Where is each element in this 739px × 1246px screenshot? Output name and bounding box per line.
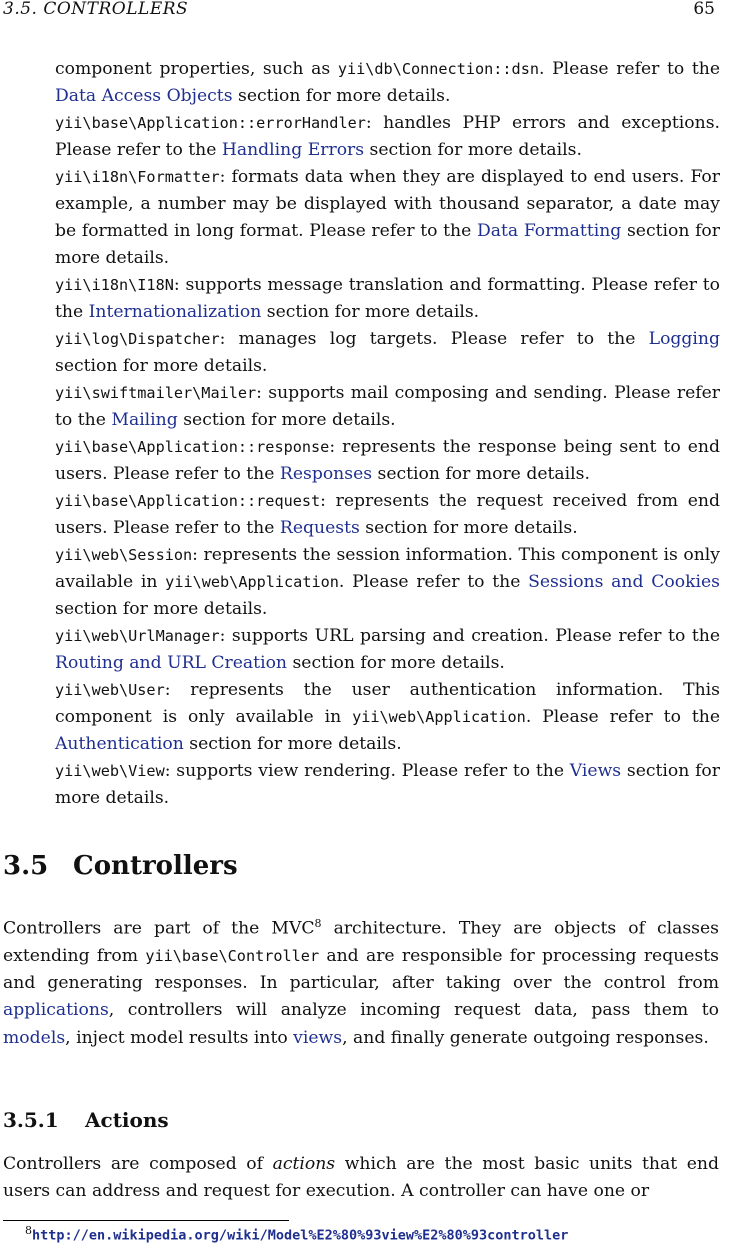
component-entry: yii\web\UrlManager: supports URL parsing and creation. Please refer to the Routing and URL Creation section for more details. bbox=[55, 626, 720, 673]
component-entry: yii\log\Dispatcher: manages log targets. Please refer to the Logging section for more details. bbox=[55, 329, 720, 376]
running-header bbox=[0, 0, 739, 22]
component-entry: yii\web\View: supports view rendering. Please refer to the Views section for more details. bbox=[55, 761, 720, 808]
component-code: yii\log\Dispatcher bbox=[55, 330, 220, 348]
link-routing-and-url-creation[interactable]: Routing and URL Creation bbox=[55, 653, 287, 673]
link-authentication[interactable]: Authentication bbox=[55, 734, 184, 754]
component-entry: yii\web\Session: represents the session information. This component is only available in yii\web\Application. Please refer to the Sessions and Cookies section for more details. bbox=[55, 545, 720, 619]
footnote bbox=[25, 1224, 568, 1243]
link-views[interactable]: Views bbox=[569, 761, 622, 781]
component-code: yii\web\View bbox=[55, 762, 165, 780]
component-code: yii\base\Application::errorHandler bbox=[55, 114, 366, 132]
component-code: yii\web\User bbox=[55, 681, 165, 699]
subsection-number: 3.5.1 bbox=[3, 1108, 59, 1132]
component-code: yii\web\Session bbox=[55, 546, 193, 564]
component-entry: yii\web\User: represents the user authentication information. This component is only available in yii\web\Application. Please refer to the Authentication section for more details. bbox=[55, 680, 720, 754]
link-applications[interactable]: applications bbox=[3, 1000, 109, 1021]
section-heading bbox=[3, 851, 238, 881]
subsection-title: Actions bbox=[85, 1108, 169, 1132]
intro-paragraph: Controllers are part of the MVC$^8$ architecture. They are objects of classes extending from yii\base\Controller and are responsible for processing requests and generating responses. In particular, after taking over the control from applications, controllers will analyze incoming request data, pass them to models, inject model results into views, and finally generate outgoing responses. bbox=[3, 917, 719, 1048]
link-models[interactable]: models bbox=[3, 1027, 66, 1048]
inline-code: yii\db\Connection::dsn bbox=[337, 60, 539, 78]
component-entry: yii\base\Application::errorHandler: handles PHP errors and exceptions. Please refer to the Handling Errors section for more details. bbox=[55, 113, 720, 160]
component-entry: yii\base\Application::response: represents the response being sent to end users. Please refer to the Responses section for more details. bbox=[55, 437, 720, 484]
link-views[interactable]: views bbox=[293, 1027, 343, 1048]
component-code: yii\web\UrlManager bbox=[55, 627, 220, 645]
emphasis-actions: actions bbox=[272, 1154, 336, 1174]
footnote-url-link[interactable]: http://en.wikipedia.org/wiki/Model%E2%80%93view%E2%80%93controller bbox=[32, 1227, 569, 1244]
link-requests[interactable]: Requests bbox=[279, 518, 360, 538]
page-number: 65 bbox=[693, 0, 715, 19]
footnote-rule bbox=[3, 1220, 289, 1221]
link-mailing[interactable]: Mailing bbox=[111, 410, 178, 430]
component-entry: component properties, such as yii\db\Connection::dsn. Please refer to the Data Access Objects section for more details. bbox=[55, 59, 720, 106]
component-code: yii\i18n\I18N bbox=[55, 276, 174, 294]
footnote-number: 8 bbox=[25, 1224, 32, 1237]
link-data-formatting[interactable]: Data Formatting bbox=[476, 221, 622, 241]
inline-code: yii\base\Controller bbox=[145, 946, 320, 965]
component-entry: yii\swiftmailer\Mailer: supports mail composing and sending. Please refer to the Mailing section for more details. bbox=[55, 383, 720, 430]
actions-paragraph: Controllers are composed of actions which are the most basic units that end users can address and request for execution. A controller can have one or bbox=[3, 1154, 719, 1202]
section-number: 3.5 bbox=[3, 851, 49, 881]
component-code: yii\base\Application::request bbox=[55, 492, 321, 510]
footnote-marker[interactable]: 8 bbox=[314, 917, 322, 930]
subsection-heading bbox=[3, 1108, 169, 1132]
component-entry: yii\i18n\Formatter: formats data when they are displayed to end users. For example, a number may be displayed with thousand separator, a date may be formatted in long format. Please refer to the Data Formatting section for more details. bbox=[55, 167, 720, 268]
link-internationalization[interactable]: Internationalization bbox=[88, 302, 262, 322]
link-handling-errors[interactable]: Handling Errors bbox=[221, 140, 365, 160]
component-code: yii\swiftmailer\Mailer bbox=[55, 384, 257, 402]
link-sessions-and-cookies[interactable]: Sessions and Cookies bbox=[528, 572, 720, 592]
link-responses[interactable]: Responses bbox=[279, 464, 373, 484]
inline-code: yii\web\Application bbox=[352, 708, 526, 726]
component-code: yii\i18n\Formatter bbox=[55, 168, 220, 186]
component-entry: yii\i18n\I18N: supports message translation and formatting. Please refer to the Internationalization section for more details. bbox=[55, 275, 720, 322]
component-entry: yii\base\Application::request: represents the request received from end users. Please refer to the Requests section for more details. bbox=[55, 491, 720, 538]
inline-code: yii\web\Application bbox=[165, 573, 339, 591]
component-code: yii\base\Application::response bbox=[55, 438, 330, 456]
running-header-section: 3.5. CONTROLLERS bbox=[3, 0, 189, 19]
link-logging[interactable]: Logging bbox=[648, 329, 720, 349]
link-data-access-objects[interactable]: Data Access Objects bbox=[55, 86, 233, 106]
section-title: Controllers bbox=[73, 851, 238, 881]
component-list bbox=[55, 56, 720, 812]
